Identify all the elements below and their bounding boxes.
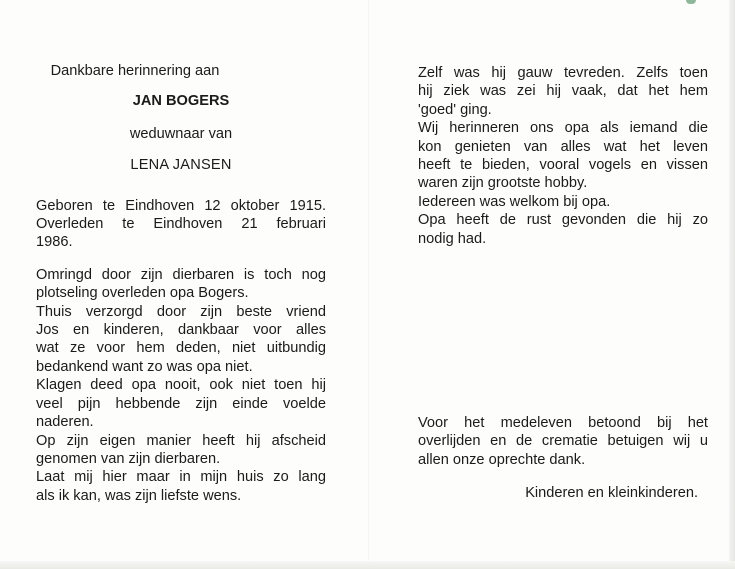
birth-death-block — [36, 197, 326, 252]
spouse-name: LENA JANSEN — [130, 157, 232, 174]
thanks-line: Voor het medeleven betoond bij het — [418, 415, 708, 431]
story-line: Klagen deed opa nooit, ook niet toen hij — [36, 377, 326, 394]
thanks-block — [418, 414, 708, 469]
story-line: Laat mij hier maar in mijn huis zo lang — [36, 469, 326, 486]
thanks-line: overlijden en de crematie betuigen wij u — [418, 433, 708, 450]
widower-of-text: weduwnaar van — [129, 125, 233, 142]
story-line: Jos en kinderen, dankbaar voor alles — [36, 322, 326, 339]
right-line: nodig had. — [418, 230, 487, 247]
story-line: Omringd door zijn dierbaren is toch nog — [36, 266, 326, 283]
right-line: 'goed' ging. — [418, 101, 492, 118]
story-line: genomen van zijn dierbaren. — [36, 450, 221, 467]
right-line: Zelf was hij gauw tevreden. Zelfs toen — [418, 65, 708, 81]
left-column — [36, 62, 326, 505]
death-line: Overleden te Eindhoven 21 februari — [36, 216, 326, 233]
right-column — [418, 64, 708, 248]
card-edge-bottom — [0, 561, 735, 569]
story-line: veel pijn hebbende zijn einde voelde — [36, 395, 326, 412]
story-line: wat ze voor hem deden, niet uitbundig — [36, 340, 326, 357]
story-line: Op zijn eigen manier heeft hij afscheid — [36, 432, 326, 449]
story-line: naderen. — [36, 414, 94, 431]
story-line: plotseling overleden opa Bogers. — [36, 285, 249, 302]
card-fold — [368, 0, 369, 569]
story-line: bedankend want zo was opa niet. — [36, 358, 253, 375]
signature: Kinderen en kleinkinderen. — [525, 485, 698, 501]
right-line: Wij herinneren ons opa als iemand die — [418, 120, 708, 137]
right-line: Opa heeft de rust gevonden die hij zo — [418, 212, 708, 229]
story-line: als ik kan, was zijn liefste wens. — [36, 487, 242, 504]
right-line: heeft te bieden, vooral vogels en vissen — [418, 157, 708, 174]
intro-text: Dankbare herinnering aan — [50, 63, 220, 79]
card-edge-right — [729, 0, 735, 569]
right-line: kon genieten van alles wat het leven — [418, 138, 708, 155]
deceased-name: JAN BOGERS — [132, 93, 230, 110]
right-line: Iedereen was welkom bij opa. — [418, 193, 611, 210]
story-block — [36, 266, 326, 505]
death-year: 1986. — [36, 234, 73, 251]
thanks-line: allen onze oprechte dank. — [418, 451, 586, 468]
birth-line: Geboren te Eindhoven 12 oktober 1915. — [36, 197, 326, 214]
right-line: hij ziek was zei hij vaak, dat het hem — [418, 83, 708, 100]
right-line: waren zijn grootste hobby. — [418, 175, 588, 192]
green-speck — [686, 0, 696, 4]
story-line: Thuis verzorgd door zijn beste vriend — [36, 303, 326, 320]
